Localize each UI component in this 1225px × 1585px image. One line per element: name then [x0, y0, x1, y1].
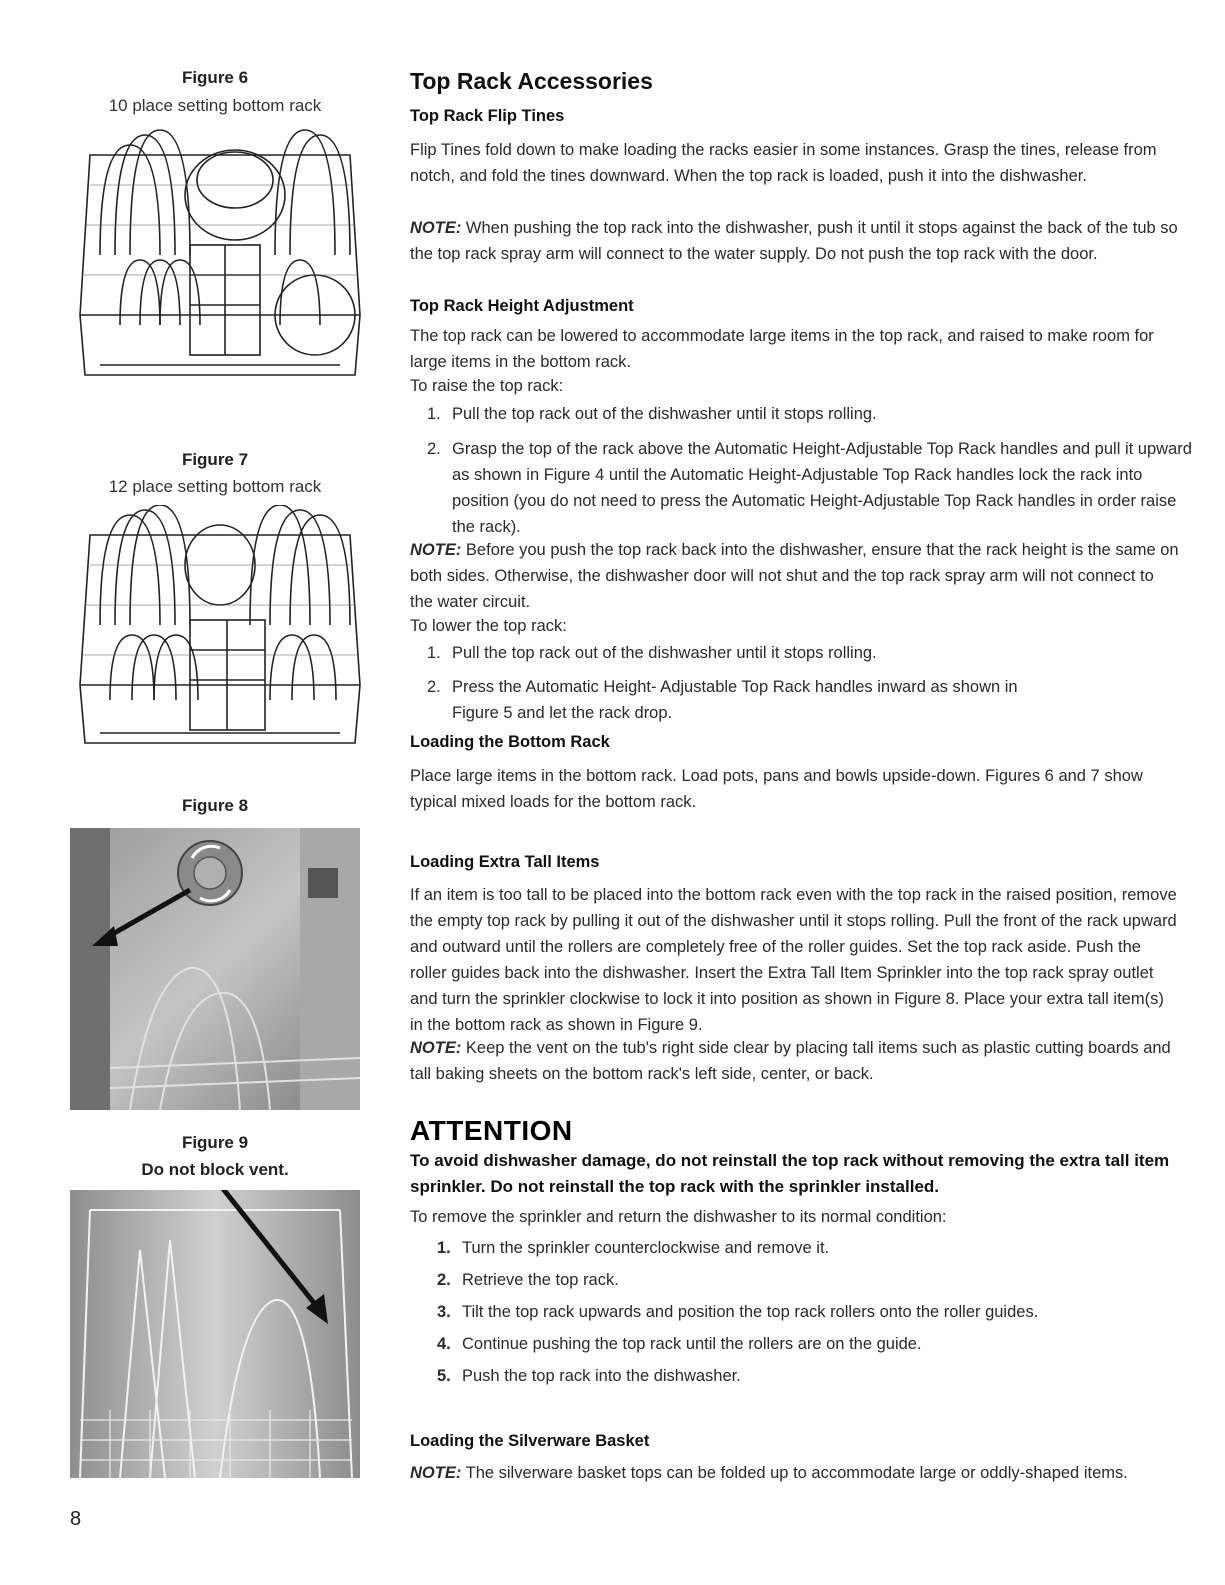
figure-8-title: Figure 8: [181, 796, 249, 815]
height-adjust-body: The top rack can be lowered to accommodate large items in the top rack, and raised to make room for large items in the bottom rack.: [410, 327, 1154, 371]
figure-8-image: [70, 828, 360, 1110]
lower-label: To lower the top rack:: [410, 617, 567, 635]
heading-extra-tall: Loading Extra Tall Items: [410, 853, 600, 871]
raise-step-1: Pull the top rack out of the dishwasher until it stops rolling.: [452, 405, 877, 423]
attention-step-2: Retrieve the top rack.: [462, 1271, 619, 1289]
attention-warning: To avoid dishwasher damage, do not reinstall the top rack without removing the extra tall item sprinkler. Do not reinstall the top rack with the sprinkler installed.: [410, 1151, 1170, 1196]
silverware-note: [410, 1460, 1185, 1486]
note-label: NOTE:: [410, 541, 462, 559]
lower-step-1: Pull the top rack out of the dishwasher until it stops rolling.: [452, 644, 877, 662]
section-title: Top Rack Accessories: [410, 68, 653, 94]
heading-bottom-rack: Loading the Bottom Rack: [410, 733, 610, 751]
attention-step-4: Continue pushing the top rack until the rollers are on the guide.: [462, 1335, 922, 1353]
lower-step-2: Press the Automatic Height- Adjustable Top Rack handles inward as shown in Figure 5 and let the rack drop.: [452, 678, 1018, 722]
note-text: Before you push the top rack back into the dishwasher, ensure that the rack height is the same on both sides. Otherwise, the dishwasher door will not shut and the top rack spray arm will not connect to the water circuit.: [410, 541, 1179, 611]
bottom-rack-body: Place large items in the bottom rack. Load pots, pans and bowls upside-down. Figures 6 and 7 show typical mixed loads for the bottom rack.: [410, 767, 1143, 811]
note-text: Keep the vent on the tub's right side clear by placing tall items such as plastic cutting boards and tall baking sheets on the bottom rack's left side, center, or back.: [410, 1039, 1171, 1083]
extra-tall-body: If an item is too tall to be placed into the bottom rack even with the top rack in the raised position, remove the empty top rack by pulling it out of the dishwasher until it stops rolling. Pull the front of the rack upward and outward until the rollers are completely free of the roller guides. Set the top rack aside. Push the roller guides back into the dishwasher. Insert the Extra Tall Item Sprinkler into the top rack spray outlet and turn the sprinkler clockwise to lock it into position as shown in Figure 8. Place your extra tall item(s) in the bottom rack as shown in Figure 9.: [410, 886, 1177, 1034]
figure-9-caption: Do not block vent.: [141, 1160, 289, 1179]
raise-step-2: Grasp the top of the rack above the Automatic Height-Adjustable Top Rack handles and pull it upward as shown in Figure 4 until the Automatic Height-Adjustable Top Rack handles lock the rack into position (you do not need to press the Automatic Height-Adjustable Top Rack handles in order raise the rack).: [452, 440, 1192, 536]
attention-title: ATTENTION: [410, 1115, 573, 1146]
attention-step-3: Tilt the top rack upwards and position the top rack rollers onto the roller guides.: [462, 1303, 1039, 1321]
note-label: NOTE:: [410, 1464, 462, 1482]
figure-6-caption: 10 place setting bottom rack: [108, 96, 322, 115]
figure-7-image: [70, 505, 370, 750]
note-label: NOTE:: [410, 1039, 462, 1057]
attention-intro: To remove the sprinkler and return the dishwasher to its normal condition:: [410, 1208, 947, 1226]
page-number: 8: [70, 1508, 82, 1530]
attention-step-1: Turn the sprinkler counterclockwise and remove it.: [462, 1239, 830, 1257]
figure-7-title: Figure 7: [181, 450, 249, 469]
figure-9-title: Figure 9: [181, 1133, 249, 1152]
raise-label: To raise the top rack:: [410, 377, 564, 395]
figure-7-caption: 12 place setting bottom rack: [108, 477, 322, 496]
flip-tines-body: Flip Tines fold down to make loading the racks easier in some instances. Grasp the tines, release from notch, and fold the tines downward. When the top rack is loaded, push it into the dishwasher.: [410, 141, 1157, 185]
heading-height-adjustment: Top Rack Height Adjustment: [410, 297, 634, 315]
figure-9-image: [70, 1190, 360, 1478]
note-text: The silverware basket tops can be folded up to accommodate large or oddly-shaped items.: [461, 1464, 1128, 1482]
figure-6-title: Figure 6: [181, 68, 249, 87]
note-label: NOTE:: [410, 219, 462, 237]
heading-flip-tines: Top Rack Flip Tines: [410, 107, 565, 125]
height-adjust-note: [410, 537, 1180, 615]
extra-tall-note: [410, 1035, 1180, 1087]
heading-silverware: Loading the Silverware Basket: [410, 1432, 650, 1450]
attention-step-5: Push the top rack into the dishwasher.: [462, 1367, 741, 1385]
flip-tines-note: [410, 215, 1180, 267]
note-text: When pushing the top rack into the dishwasher, push it until it stops against the back of the tub so the top rack spray arm will connect to the water supply. Do not push the top rack with the door.: [410, 219, 1178, 263]
figure-6-image: [70, 125, 370, 385]
